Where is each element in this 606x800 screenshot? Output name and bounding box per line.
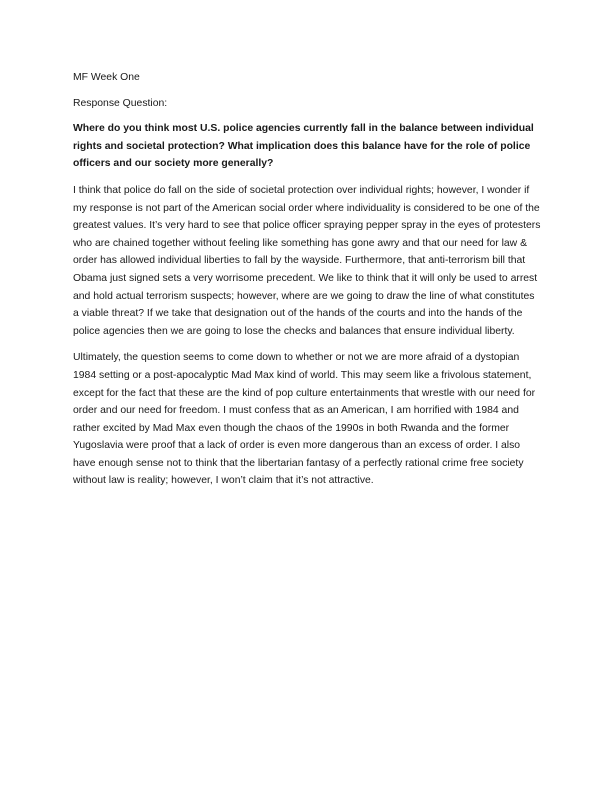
question-text: Where do you think most U.S. police agencies currently fall in the balance between individual rights and societal protection? What implication does this balance have for the role of police officers and our society more generally? [73, 123, 534, 170]
document-title: MF Week One [73, 72, 140, 83]
document-page [73, 69, 541, 499]
response-paragraph-1: I think that police do fall on the side of societal protection over individual rights; however, I wonder if my response is not part of the American social order where individuality is considered to be one of the greatest values. It’s very hard to see that police officer spraying pepper spray in the eyes of protesters who are chained together without feeling like something has gone awry and that our need for law & order has allowed individual liberties to fall by the wayside. Furthermore, that anti-terrorism bill that Obama just signed sets a very worrisome precedent. We like to think that it will only be used to arrest and hold actual terrorism suspects; however, where are we going to draw the line of what constitutes a viable threat? If we take that designation out of the hands of the courts and into the hands of the police agencies then we are going to lose the checks and balances that ensure individual liberty. [73, 184, 541, 337]
document-subtitle: Response Question: [73, 97, 168, 109]
response-paragraph-2: Ultimately, the question seems to come down to whether or not we are more afraid of a dystopian 1984 setting or a post-apocalyptic Mad Max kind of world. This may seem like a frivolous statement, except for the fact that these are the kind of pop culture entertainments that wrestle with our need for order and our need for freedom. I must confess that as an American, I am horrified with 1984 and rather excited by Mad Max even though the chaos of the 1990s in both Rwanda and the former Yugoslavia were proof that a lack of order is even more dangerous than an excess of order. I also have enough sense not to think that the libertarian fantasy of a perfectly rational crime free society without law is reality; however, I won’t claim that it’s not attractive. [73, 352, 536, 487]
